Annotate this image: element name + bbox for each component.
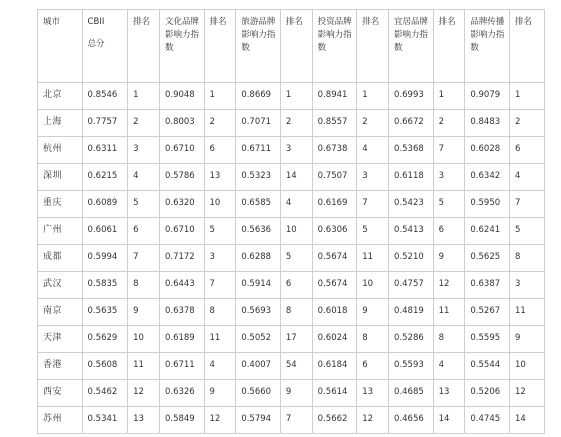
index-cell: 0.5849 [159,407,204,434]
index-cell: 0.8546 [82,83,128,110]
rank-cell: 3 [280,137,312,164]
index-cell: 0.5636 [236,218,281,245]
rank-cell: 10 [128,326,160,353]
rank-cell: 7 [357,191,389,218]
index-cell: 0.5368 [389,137,434,164]
table-row [38,272,545,299]
rank-cell: 1 [357,83,389,110]
rank-cell: 4 [357,137,389,164]
index-cell: 0.5286 [389,326,434,353]
header-culture-rank [204,10,236,83]
table-row [38,83,545,110]
header-row [38,10,545,83]
table-row [38,110,545,137]
rank-cell: 9 [509,326,544,353]
rank-cell: 2 [128,110,160,137]
index-cell: 0.5914 [236,272,281,299]
rank-cell: 6 [280,272,312,299]
rank-cell: 5 [357,218,389,245]
index-cell: 0.5323 [236,164,281,191]
rank-cell: 8 [357,326,389,353]
header-label: 排名 [285,17,303,27]
rank-cell: 4 [280,191,312,218]
index-cell: 0.6711 [159,353,204,380]
rank-cell: 7 [204,272,236,299]
table-row [38,218,545,245]
index-cell: 0.7507 [312,164,357,191]
rank-cell: 9 [357,299,389,326]
rank-cell: 1 [509,83,544,110]
index-cell: 0.7757 [82,110,128,137]
index-cell: 0.6443 [159,272,204,299]
header-investment-rank [357,10,389,83]
header-cbii-total [82,10,128,83]
rank-cell: 4 [128,164,160,191]
header-culture-index [159,10,204,83]
index-cell: 0.6024 [312,326,357,353]
rank-cell: 1 [204,83,236,110]
index-cell: 0.5413 [389,218,434,245]
index-cell: 0.5674 [312,245,357,272]
header-label: CBII [87,17,105,27]
index-cell: 0.6710 [159,137,204,164]
index-cell: 0.6326 [159,380,204,407]
header-label: 文化品牌影响力指数 [164,17,199,54]
index-cell: 0.5693 [236,299,281,326]
city-cell: 香港 [38,353,83,380]
rank-cell: 3 [128,137,160,164]
index-cell: 0.6311 [82,137,128,164]
table-row [38,407,545,434]
index-cell: 0.6711 [236,137,281,164]
header-rank [128,10,160,83]
rank-cell: 9 [128,299,160,326]
city-cell: 北京 [38,83,83,110]
index-cell: 0.8669 [236,83,281,110]
city-cell: 南京 [38,299,83,326]
table-row [38,137,545,164]
city-cell: 天津 [38,326,83,353]
index-cell: 0.6320 [159,191,204,218]
rank-cell: 6 [204,137,236,164]
rank-cell: 12 [128,380,160,407]
header-city [38,10,83,83]
index-cell: 0.6018 [312,299,357,326]
index-cell: 0.5794 [236,407,281,434]
city-cell: 西安 [38,380,83,407]
rank-cell: 3 [433,164,465,191]
rank-cell: 14 [433,407,465,434]
city-cell: 重庆 [38,191,83,218]
rank-cell: 7 [280,407,312,434]
index-cell: 0.5635 [82,299,128,326]
index-cell: 0.5052 [236,326,281,353]
index-cell: 0.5660 [236,380,281,407]
city-cell: 苏州 [38,407,83,434]
index-cell: 0.4007 [236,353,281,380]
header-label: 排名 [514,17,532,27]
rank-cell: 4 [509,164,544,191]
header-label: 投资品牌影响力指数 [317,17,352,54]
table-body [38,83,545,434]
index-cell: 0.6241 [465,218,510,245]
index-cell: 0.5994 [82,245,128,272]
rank-cell: 11 [204,326,236,353]
rank-cell: 6 [433,218,465,245]
rank-cell: 2 [280,110,312,137]
table-row [38,380,545,407]
header-label: 总分 [87,39,105,50]
header-tourism-rank [280,10,312,83]
rank-cell: 9 [433,245,465,272]
rank-cell: 11 [357,245,389,272]
index-cell: 0.5206 [465,380,510,407]
index-cell: 0.5267 [465,299,510,326]
rank-cell: 13 [357,380,389,407]
rank-cell: 11 [509,299,544,326]
header-label: 旅游品牌影响力指数 [241,17,276,54]
index-cell: 0.6215 [82,164,128,191]
rank-cell: 7 [433,137,465,164]
rank-cell: 5 [509,218,544,245]
index-cell: 0.6089 [82,191,128,218]
rank-cell: 12 [204,407,236,434]
index-cell: 0.5629 [82,326,128,353]
index-cell: 0.6378 [159,299,204,326]
index-cell: 0.5674 [312,272,357,299]
city-cell: 杭州 [38,137,83,164]
rank-cell: 14 [280,164,312,191]
rank-cell: 5 [204,218,236,245]
index-cell: 0.4745 [465,407,510,434]
rank-cell: 11 [128,353,160,380]
index-cell: 0.6189 [159,326,204,353]
rank-cell: 8 [204,299,236,326]
header-label: 宜居品牌影响力指数 [394,17,429,54]
index-cell: 0.7071 [236,110,281,137]
rank-cell: 2 [357,110,389,137]
table-row [38,299,545,326]
rank-cell: 10 [204,191,236,218]
index-cell: 0.8003 [159,110,204,137]
index-cell: 0.6342 [465,164,510,191]
rank-cell: 8 [433,326,465,353]
index-cell: 0.6738 [312,137,357,164]
index-cell: 0.5593 [389,353,434,380]
index-cell: 0.4685 [389,380,434,407]
header-label: 品牌传播影响力指数 [470,17,505,54]
rank-cell: 1 [128,83,160,110]
index-cell: 0.4819 [389,299,434,326]
rank-cell: 8 [509,245,544,272]
rank-cell: 7 [509,191,544,218]
index-cell: 0.5423 [389,191,434,218]
header-label: 城市 [43,17,61,27]
rank-cell: 13 [433,380,465,407]
table-row [38,245,545,272]
index-cell: 0.5614 [312,380,357,407]
rank-cell: 2 [433,110,465,137]
rank-cell: 9 [204,380,236,407]
index-cell: 0.6184 [312,353,357,380]
header-communication-rank [509,10,544,83]
index-cell: 0.4656 [389,407,434,434]
index-cell: 0.6169 [312,191,357,218]
table-row [38,164,545,191]
rank-cell: 13 [128,407,160,434]
rank-cell: 5 [280,245,312,272]
rank-cell: 9 [280,380,312,407]
header-label: 排名 [362,17,380,27]
index-cell: 0.6672 [389,110,434,137]
index-cell: 0.6387 [465,272,510,299]
rank-cell: 1 [433,83,465,110]
index-cell: 0.6993 [389,83,434,110]
index-cell: 0.6306 [312,218,357,245]
header-communication-index [465,10,510,83]
rank-cell: 6 [357,353,389,380]
index-cell: 0.6118 [389,164,434,191]
header-investment-index [312,10,357,83]
rank-cell: 10 [509,353,544,380]
rank-cell: 10 [357,272,389,299]
table-header [38,10,545,83]
rank-cell: 8 [128,272,160,299]
header-label: 排名 [438,17,456,27]
rank-cell: 3 [357,164,389,191]
index-cell: 0.5608 [82,353,128,380]
rank-cell: 13 [204,164,236,191]
index-cell: 0.8483 [465,110,510,137]
rank-cell: 5 [433,191,465,218]
rank-cell: 14 [509,407,544,434]
index-cell: 0.5662 [312,407,357,434]
header-tourism-index [236,10,281,83]
header-livability-rank [433,10,465,83]
rank-cell: 8 [280,299,312,326]
city-cell: 成都 [38,245,83,272]
rank-cell: 6 [128,218,160,245]
city-cell: 武汉 [38,272,83,299]
city-cell: 深圳 [38,164,83,191]
index-cell: 0.5210 [389,245,434,272]
index-cell: 0.8941 [312,83,357,110]
index-cell: 0.5625 [465,245,510,272]
rank-cell: 12 [357,407,389,434]
header-label: 排名 [209,17,227,27]
table-row [38,191,545,218]
header-livability-index [389,10,434,83]
index-cell: 0.5341 [82,407,128,434]
index-cell: 0.6585 [236,191,281,218]
rank-cell: 6 [509,137,544,164]
index-cell: 0.5950 [465,191,510,218]
table-row [38,353,545,380]
rank-cell: 54 [280,353,312,380]
rank-cell: 12 [509,380,544,407]
index-cell: 0.5595 [465,326,510,353]
index-cell: 0.6028 [465,137,510,164]
rank-cell: 11 [433,299,465,326]
rank-cell: 5 [128,191,160,218]
rank-cell: 12 [433,272,465,299]
index-cell: 0.6288 [236,245,281,272]
index-cell: 0.8557 [312,110,357,137]
index-cell: 0.5786 [159,164,204,191]
rank-cell: 2 [509,110,544,137]
index-cell: 0.5462 [82,380,128,407]
rank-cell: 1 [280,83,312,110]
index-cell: 0.6710 [159,218,204,245]
city-cell: 上海 [38,110,83,137]
rank-cell: 7 [128,245,160,272]
city-brand-index-table [37,9,545,434]
rank-cell: 4 [433,353,465,380]
index-cell: 0.9079 [465,83,510,110]
table-row [38,326,545,353]
rank-cell: 2 [204,110,236,137]
rank-cell: 3 [204,245,236,272]
rank-cell: 10 [280,218,312,245]
index-cell: 0.5544 [465,353,510,380]
rank-cell: 3 [509,272,544,299]
city-cell: 广州 [38,218,83,245]
rank-cell: 17 [280,326,312,353]
index-cell: 0.7172 [159,245,204,272]
header-label: 排名 [133,17,151,27]
index-cell: 0.4757 [389,272,434,299]
index-cell: 0.9048 [159,83,204,110]
index-cell: 0.5835 [82,272,128,299]
rank-cell: 4 [204,353,236,380]
index-cell: 0.6061 [82,218,128,245]
